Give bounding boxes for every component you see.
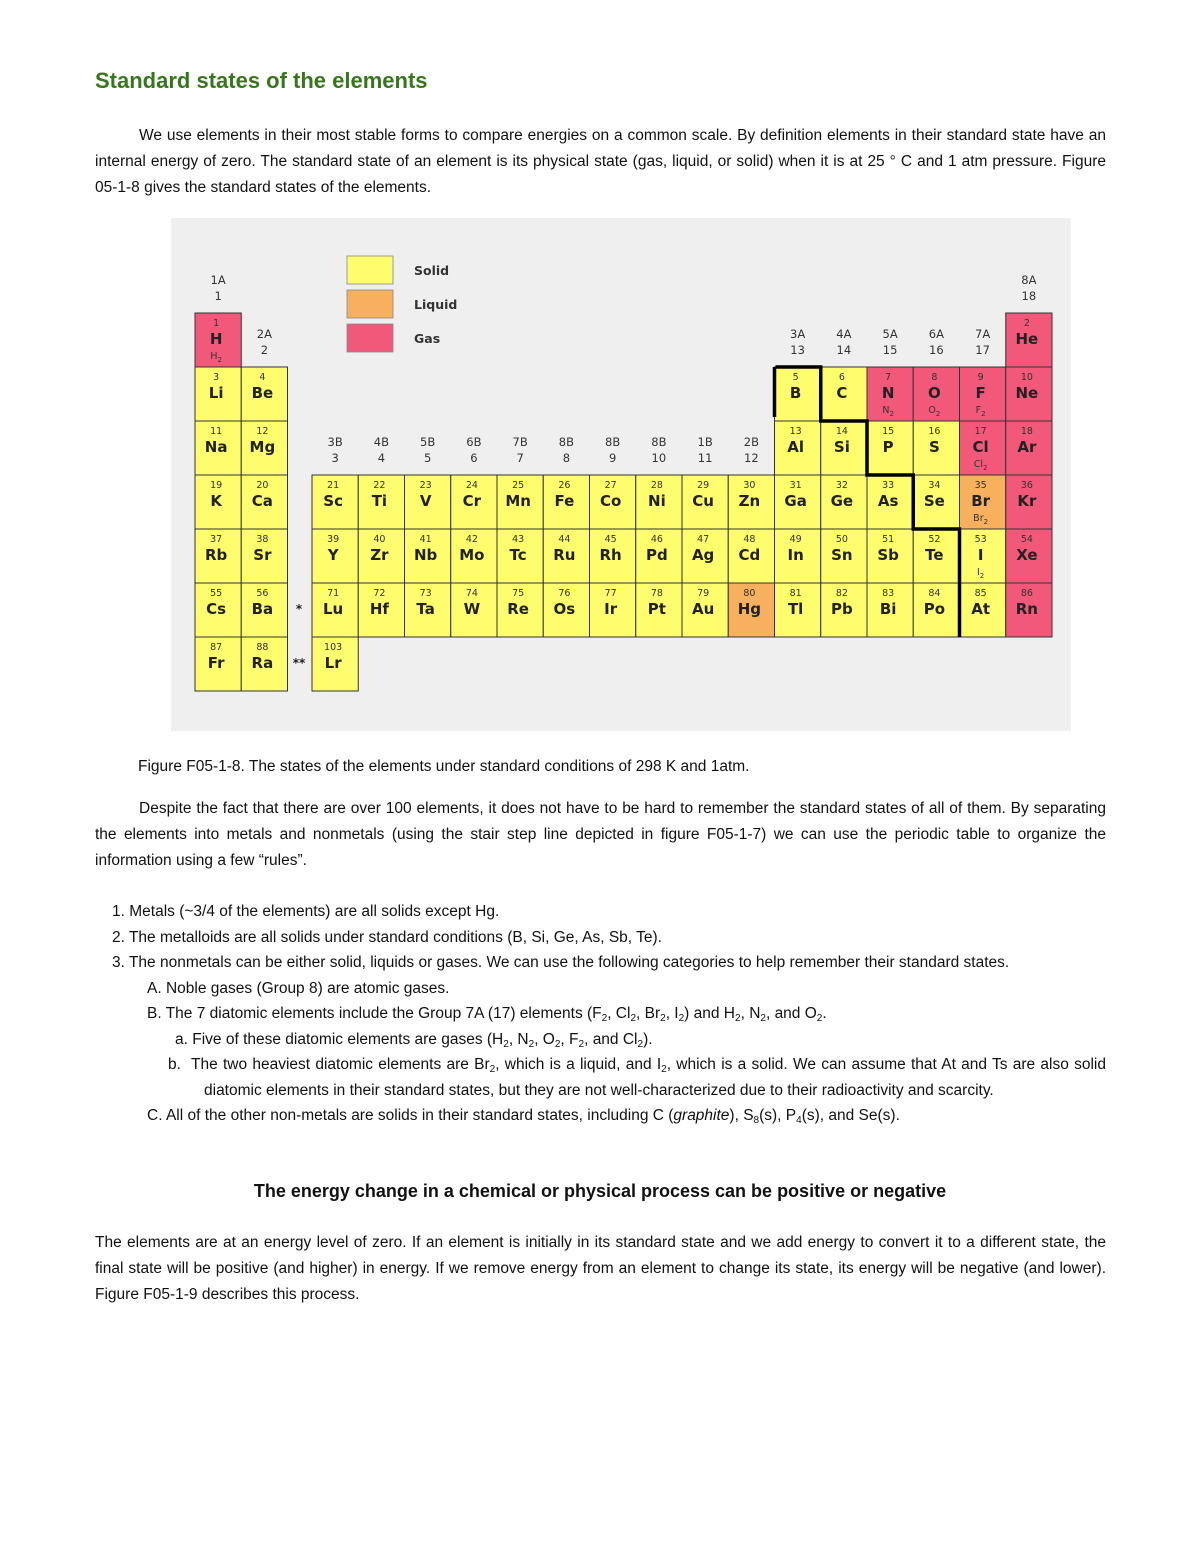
atomic-number: 18 <box>1020 426 1033 437</box>
element-symbol: Lr <box>324 654 342 672</box>
atomic-number: 82 <box>835 588 848 599</box>
element-symbol: Li <box>208 384 224 402</box>
atomic-number: 38 <box>256 534 269 545</box>
element-symbol: H <box>209 330 223 348</box>
atomic-number: 84 <box>928 588 941 599</box>
atomic-number: 5 <box>792 372 799 383</box>
element-symbol: Pb <box>831 600 853 618</box>
group-label-top: 6A <box>928 327 944 341</box>
group-label-top: 7B <box>512 435 528 449</box>
element-symbol: Ne <box>1015 384 1039 402</box>
group-label-top: 1B <box>697 435 713 449</box>
element-symbol: Ni <box>648 492 666 510</box>
element-symbol: As <box>877 492 899 510</box>
group-label-top: 7A <box>975 327 991 341</box>
atomic-number: 28 <box>650 480 663 491</box>
element-symbol: Zn <box>738 492 761 510</box>
rules-intro-paragraph: Despite the fact that there are over 100 elements, it does not have to be hard to remember the standard states of all of them. By separating the elements into metals and nonmetals (using the stair step line depicted in figure F05-1-7) we can use the periodic table to organize the information using a few “rules”. <box>95 800 1106 869</box>
group-label-number: 10 <box>651 451 667 465</box>
element-formula: $H_2$ <box>210 351 222 364</box>
group-label-top: 1A <box>210 273 226 287</box>
element-symbol: At <box>971 600 991 618</box>
element-symbol: Si <box>833 438 850 456</box>
element-symbol: Be <box>251 384 274 402</box>
element-symbol: Sb <box>877 546 899 564</box>
legend-label: Solid <box>414 263 450 278</box>
element-symbol: S <box>928 438 940 456</box>
group-label-number: 12 <box>744 451 759 465</box>
element-symbol: Ge <box>830 492 854 510</box>
element-formula: $O_2$ <box>928 405 941 418</box>
atomic-number: 42 <box>465 534 478 545</box>
atomic-number: 35 <box>974 480 987 491</box>
atomic-number: 49 <box>789 534 802 545</box>
atomic-number: 40 <box>373 534 386 545</box>
element-symbol: Os <box>553 600 576 618</box>
element-symbol: Tc <box>509 546 527 564</box>
element-symbol: Xe <box>1016 546 1038 564</box>
atomic-number: 1 <box>213 318 220 329</box>
atomic-number: 50 <box>835 534 848 545</box>
atomic-number: 13 <box>789 426 802 437</box>
atomic-number: 19 <box>210 480 223 491</box>
element-formula: $N_2$ <box>882 405 894 418</box>
atomic-number: 26 <box>558 480 571 491</box>
atomic-number: 11 <box>210 426 223 437</box>
group-label-top: 8B <box>605 435 621 449</box>
element-symbol: O <box>927 384 941 402</box>
group-label-number: 18 <box>1021 289 1037 303</box>
atomic-number: 48 <box>743 534 756 545</box>
element-symbol: W <box>463 600 481 618</box>
lanthanide-marker: * <box>295 602 303 616</box>
atomic-number: 51 <box>882 534 895 545</box>
element-formula: $F_2$ <box>975 405 986 418</box>
element-symbol: Sr <box>253 546 272 564</box>
atomic-number: 74 <box>465 588 478 599</box>
element-symbol: Rb <box>204 546 228 564</box>
atomic-number: 45 <box>604 534 617 545</box>
group-label-number: 3 <box>331 451 339 465</box>
atomic-number: 56 <box>256 588 269 599</box>
element-symbol: Sc <box>323 492 343 510</box>
atomic-number: 72 <box>373 588 386 599</box>
element-symbol: Hg <box>737 600 762 618</box>
atomic-number: 30 <box>743 480 756 491</box>
atomic-number: 88 <box>256 642 269 653</box>
element-symbol: Ti <box>371 492 388 510</box>
group-label-number: 7 <box>516 451 524 465</box>
atomic-number: 87 <box>210 642 223 653</box>
element-symbol: Rh <box>599 546 622 564</box>
element-symbol: Po <box>923 600 946 618</box>
element-symbol: Y <box>327 546 339 564</box>
group-label-number: 4 <box>377 451 386 465</box>
list-item: 2. The metalloids are all solids under standard conditions (B, Si, Ge, As, Sb, Te). <box>112 928 662 946</box>
element-symbol: Ra <box>251 654 274 672</box>
atomic-number: 55 <box>210 588 223 599</box>
group-label-number: 1 <box>214 289 222 303</box>
element-symbol: Bi <box>879 600 897 618</box>
atomic-number: 79 <box>697 588 710 599</box>
atomic-number: 81 <box>789 588 802 599</box>
group-label-top: 2B <box>743 435 759 449</box>
atomic-number: 46 <box>650 534 663 545</box>
list-item: a. Five of these diatomic elements are gases ($H_2$, $N_2$, $O_2$, $F_2$, and $Cl_2$). <box>175 1030 653 1050</box>
element-symbol: Co <box>599 492 622 510</box>
rules-list <box>112 899 1106 1129</box>
atomic-number: 103 <box>324 642 343 653</box>
legend-label: Gas <box>414 331 441 346</box>
element-symbol: Ga <box>784 492 807 510</box>
element-symbol: Tl <box>787 600 804 618</box>
atomic-number: 29 <box>697 480 710 491</box>
atomic-number: 3 <box>213 372 220 383</box>
group-label-top: 3B <box>327 435 343 449</box>
element-symbol: Fr <box>207 654 225 672</box>
intro-paragraph: We use elements in their most stable forms to compare energies on a common scale. By definition elements in their standard state have an internal energy of zero. The standard state of an element is its physical state (gas, liquid, or solid) when it is at 25 ° C and 1 atm pressure. Figure 05-1-8 gives the standard states of the elements. <box>95 127 1106 196</box>
element-symbol: Al <box>787 438 805 456</box>
element-symbol: He <box>1015 330 1039 348</box>
atomic-number: 83 <box>882 588 895 599</box>
element-symbol: Ca <box>251 492 273 510</box>
legend-swatch-solid <box>347 256 393 284</box>
list-item: B. The 7 diatomic elements include the Group 7A (17) elements ($F_2$, $Cl_2$, $Br_2$, $I_2$) and $H_2$, $N_2$, and $O_2$. <box>147 1005 827 1024</box>
list-item: C. All of the other non-metals are solids in their standard states, including C (graphite), $S_8(s)$, $P_4(s)$, and Se(s). <box>147 1107 900 1126</box>
atomic-number: 4 <box>259 372 266 383</box>
group-label-number: 11 <box>697 451 713 465</box>
atomic-number: 86 <box>1020 588 1033 599</box>
element-symbol: Mg <box>249 438 276 456</box>
atomic-number: 23 <box>419 480 432 491</box>
atomic-number: 41 <box>419 534 432 545</box>
element-symbol: Pd <box>646 546 668 564</box>
atomic-number: 71 <box>327 588 340 599</box>
element-symbol: Se <box>923 492 945 510</box>
periodic-table-svg <box>171 218 1071 731</box>
element-symbol: In <box>787 546 804 564</box>
atomic-number: 36 <box>1020 480 1033 491</box>
legend-label: Liquid <box>414 297 458 312</box>
group-label-top: 2A <box>256 327 272 341</box>
list-item: A. Noble gases (Group 8) are atomic gases. <box>147 979 450 997</box>
atomic-number: 47 <box>697 534 710 545</box>
element-symbol: C <box>836 384 848 402</box>
element-symbol: Re <box>507 600 529 618</box>
list-item: 1. Metals (~3/4 of the elements) are all solids except Hg. <box>112 903 500 920</box>
group-label-top: 8B <box>558 435 574 449</box>
atomic-number: 14 <box>835 426 848 437</box>
element-symbol: I <box>977 546 984 564</box>
group-label-top: 6B <box>466 435 482 449</box>
group-label-top: 5A <box>882 327 898 341</box>
group-label-number: 9 <box>608 451 617 465</box>
atomic-number: 75 <box>512 588 525 599</box>
atomic-number: 20 <box>256 480 269 491</box>
group-label-number: 15 <box>882 343 898 357</box>
atomic-number: 9 <box>977 372 984 383</box>
group-label-number: 16 <box>929 343 944 357</box>
atomic-number: 2 <box>1023 318 1030 329</box>
element-symbol: Cl <box>972 438 989 456</box>
atomic-number: 39 <box>327 534 340 545</box>
atomic-number: 15 <box>882 426 895 437</box>
element-symbol: B <box>789 384 802 402</box>
group-label-top: 5B <box>420 435 436 449</box>
atomic-number: 53 <box>974 534 987 545</box>
element-symbol: Au <box>691 600 715 618</box>
element-symbol: Cu <box>692 492 714 510</box>
element-symbol: Te <box>925 546 944 564</box>
group-label-number: 17 <box>975 343 990 357</box>
atomic-number: 33 <box>882 480 895 491</box>
atomic-number: 7 <box>885 372 892 383</box>
element-formula: $Cl_2$ <box>973 459 988 472</box>
group-label-number: 6 <box>470 451 478 465</box>
atomic-number: 52 <box>928 534 941 545</box>
group-label-top: 4A <box>836 327 852 341</box>
legend-swatch-gas <box>347 324 393 352</box>
element-symbol: Sn <box>831 546 853 564</box>
atomic-number: 21 <box>327 480 340 491</box>
element-symbol: Zr <box>370 546 389 564</box>
list-item: b. The two heaviest diatomic elements are $Br_2$, which is a liquid, and $I_2$, which is a solid. We can assume that At and Ts are also solid diatomic elements in their standard states, but they are not well-characterized due to their radioactivity and scarcity. <box>168 1056 1106 1099</box>
atomic-number: 73 <box>419 588 432 599</box>
group-label-top: 8A <box>1021 273 1037 287</box>
atomic-number: 22 <box>373 480 386 491</box>
atomic-number: 8 <box>931 372 938 383</box>
atomic-number: 32 <box>835 480 848 491</box>
group-label-top: 4B <box>373 435 389 449</box>
figure-caption: Figure F05-1-8. The states of the elements under standard conditions of 298 K and 1atm. <box>138 758 750 775</box>
element-symbol: Mo <box>459 546 485 564</box>
atomic-number: 78 <box>650 588 663 599</box>
legend-swatch-liquid <box>347 290 393 318</box>
element-formula: $I_2$ <box>976 567 985 580</box>
element-symbol: Br <box>971 492 991 510</box>
group-label-number: 14 <box>836 343 852 357</box>
atomic-number: 44 <box>558 534 571 545</box>
atomic-number: 85 <box>974 588 987 599</box>
atomic-number: 31 <box>789 480 802 491</box>
group-label-number: 13 <box>790 343 805 357</box>
group-label-top: 8B <box>651 435 667 449</box>
atomic-number: 54 <box>1020 534 1033 545</box>
element-symbol: P <box>882 438 894 456</box>
element-symbol: Ir <box>604 600 618 618</box>
group-label-number: 2 <box>260 343 269 357</box>
element-symbol: Kr <box>1017 492 1037 510</box>
element-symbol: F <box>975 384 986 402</box>
element-symbol: Hf <box>369 600 389 618</box>
periodic-table-figure <box>171 218 1071 731</box>
element-symbol: Cr <box>462 492 482 510</box>
atomic-number: 10 <box>1020 372 1033 383</box>
page-title: Standard states of the elements <box>95 68 428 93</box>
element-formula: $Br_2$ <box>973 513 989 526</box>
atomic-number: 25 <box>512 480 525 491</box>
atomic-number: 43 <box>512 534 525 545</box>
element-symbol: Cs <box>206 600 227 618</box>
atomic-number: 12 <box>256 426 269 437</box>
atomic-number: 76 <box>558 588 571 599</box>
actinide-marker: ** <box>292 656 306 670</box>
element-symbol: Pt <box>647 600 666 618</box>
element-symbol: Rn <box>1015 600 1038 618</box>
atomic-number: 27 <box>604 480 617 491</box>
atomic-number: 16 <box>928 426 941 437</box>
element-symbol: Mn <box>505 492 531 510</box>
atomic-number: 34 <box>928 480 941 491</box>
atomic-number: 37 <box>210 534 223 545</box>
element-symbol: Ta <box>416 600 435 618</box>
element-symbol: Ru <box>553 546 576 564</box>
list-item: 3. The nonmetals can be either solid, liquids or gases. We can use the following categories to help remember their standard states. <box>112 954 1010 971</box>
group-label-top: 3A <box>790 327 806 341</box>
element-symbol: Fe <box>554 492 575 510</box>
element-symbol: N <box>881 384 895 402</box>
group-label-number: 8 <box>562 451 571 465</box>
element-symbol: Ag <box>691 546 715 564</box>
atomic-number: 77 <box>604 588 617 599</box>
element-symbol: Ba <box>251 600 274 618</box>
element-symbol: Nb <box>413 546 438 564</box>
group-label-number: 5 <box>423 451 432 465</box>
energy-paragraph: The elements are at an energy level of zero. If an element is initially in its standard state and we add energy to convert it to a different state, the final state will be positive (and higher) in energy. If we remove energy from an element to change its state, its energy will be negative (and lower). Figure F05-1-9 describes this process. <box>95 1234 1106 1303</box>
atomic-number: 6 <box>838 372 845 383</box>
element-symbol: Cd <box>738 546 761 564</box>
element-symbol: V <box>419 492 432 510</box>
section-heading: The energy change in a chemical or physical process can be positive or negative <box>253 1181 947 1201</box>
element-symbol: Lu <box>323 600 344 618</box>
atomic-number: 80 <box>743 588 756 599</box>
element-symbol: Na <box>204 438 228 456</box>
atomic-number: 17 <box>974 426 987 437</box>
element-symbol: Ar <box>1017 438 1037 456</box>
atomic-number: 24 <box>465 480 478 491</box>
element-symbol: K <box>210 492 222 510</box>
